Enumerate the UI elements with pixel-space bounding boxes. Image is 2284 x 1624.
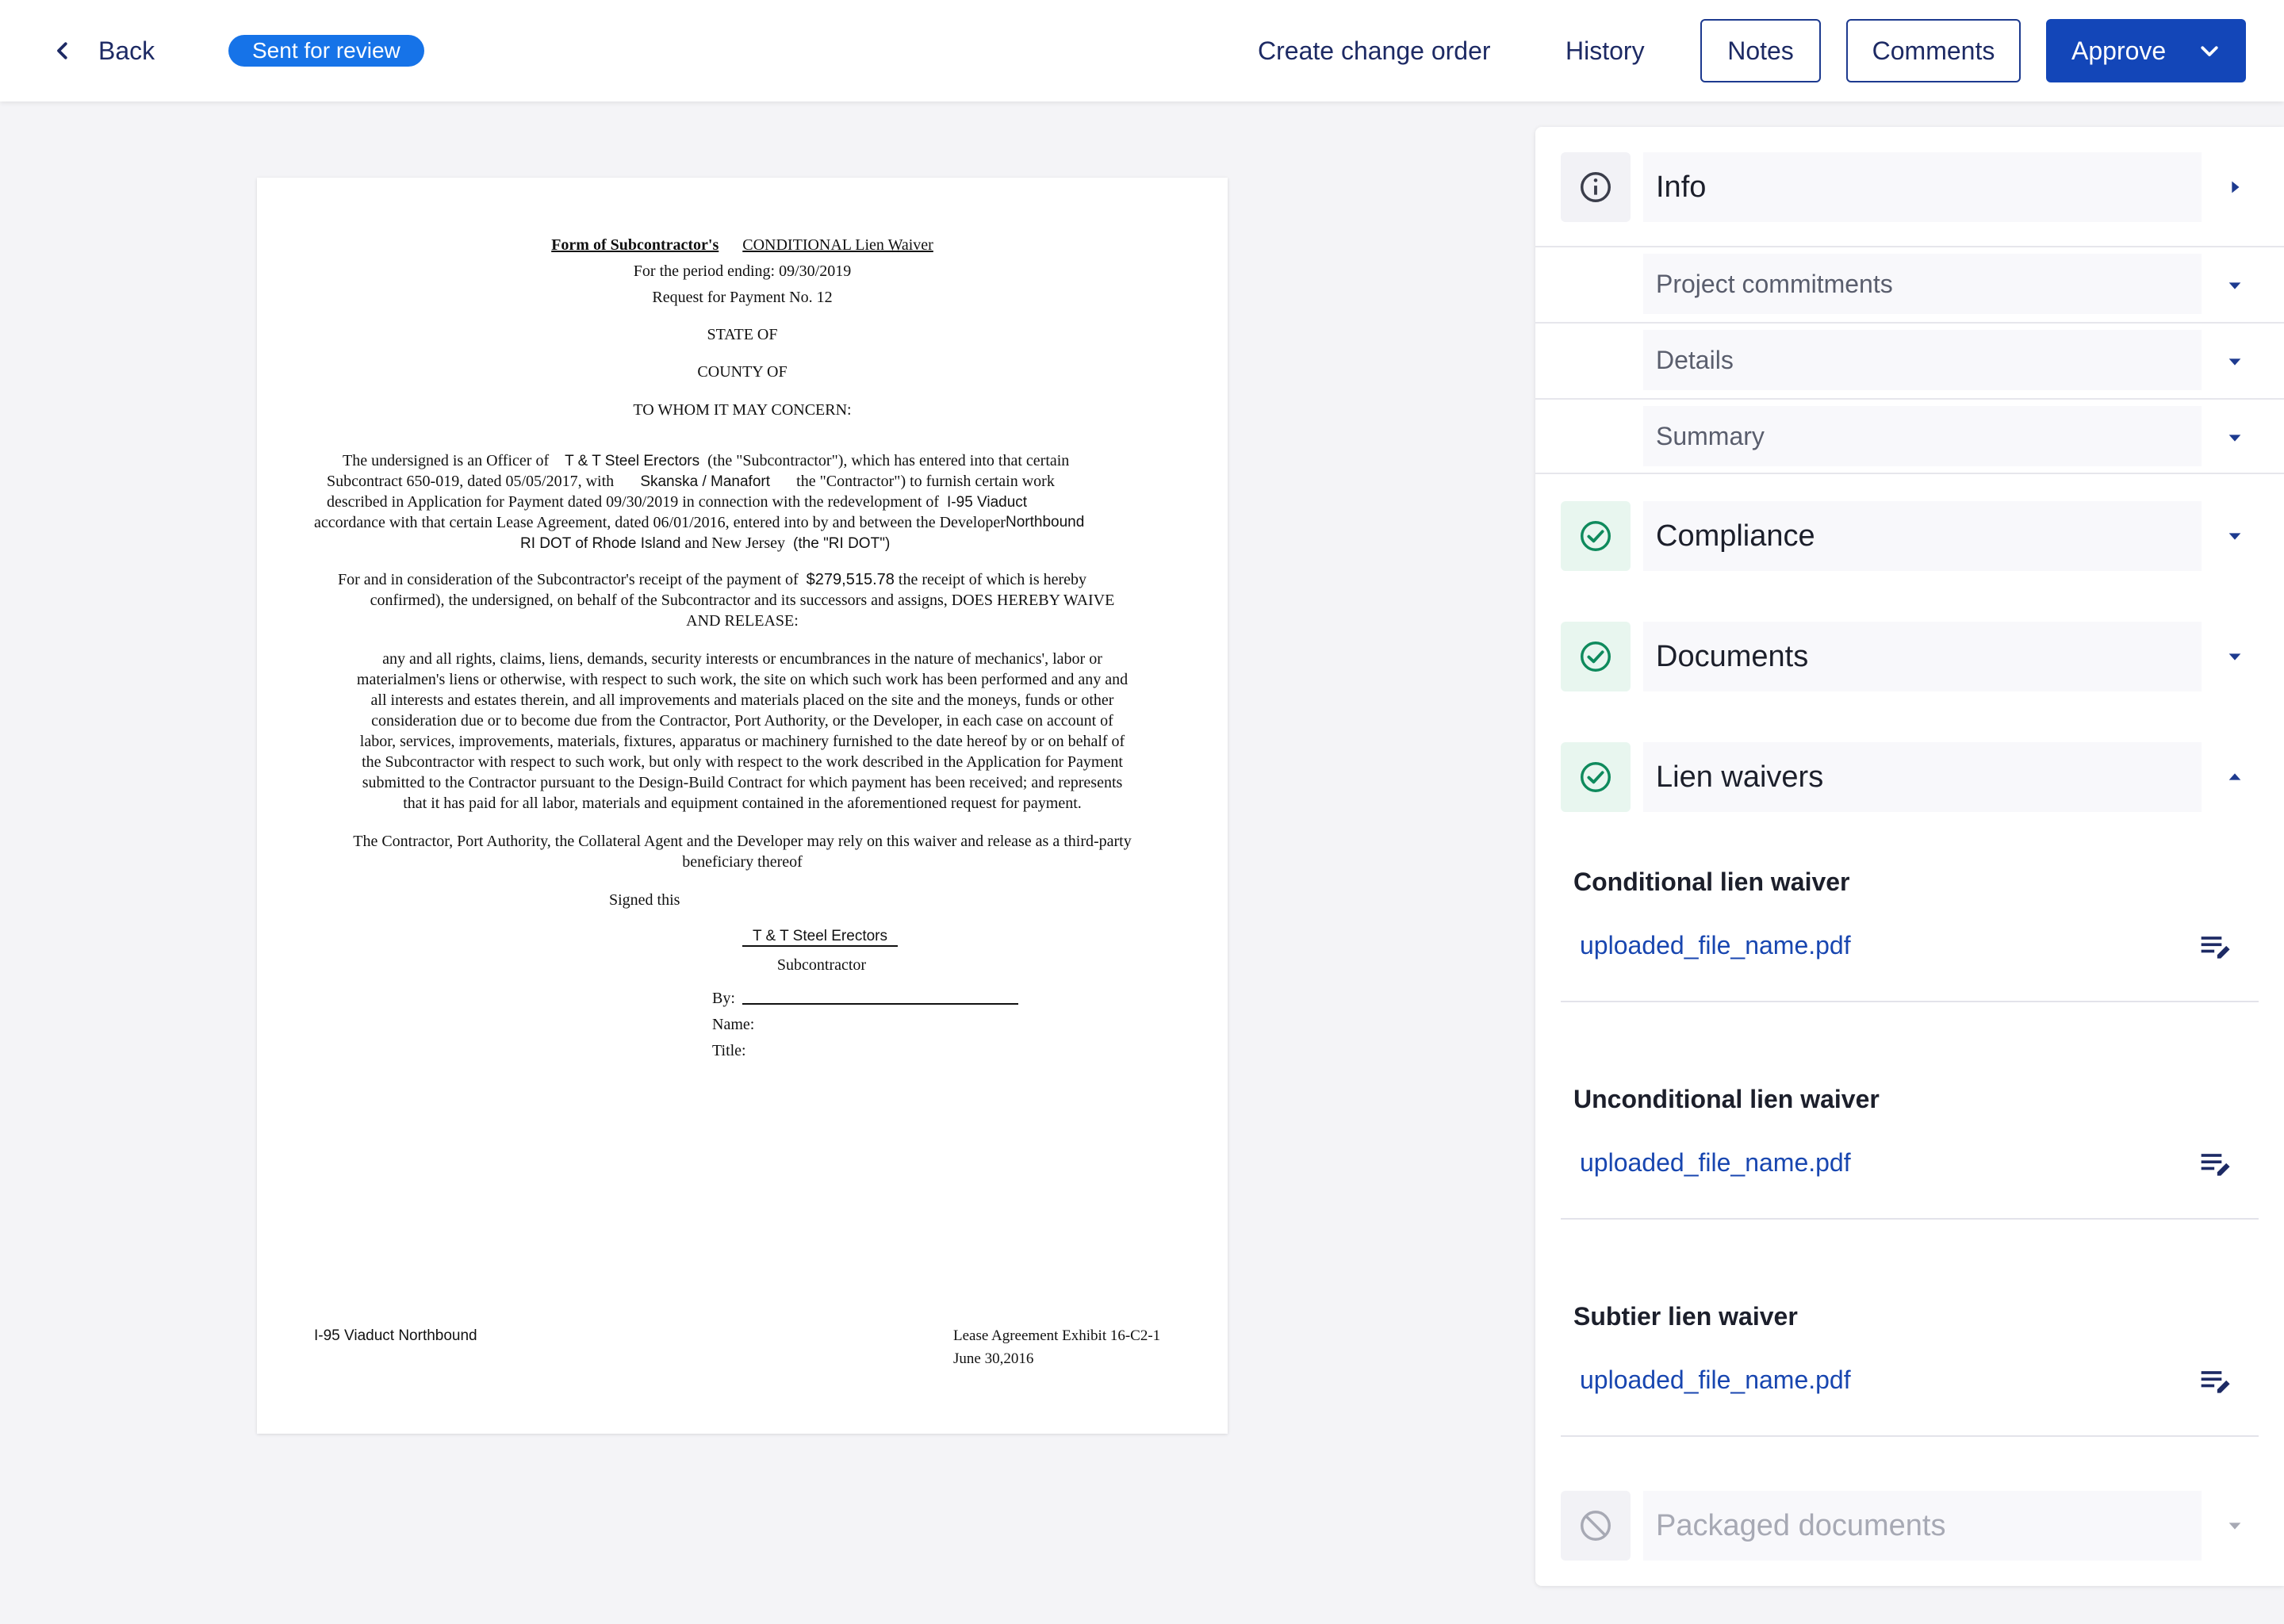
- signature-subcontractor-name: T & T Steel Erectors: [752, 928, 888, 944]
- divider: [1561, 1218, 2259, 1220]
- unconditional-lien-waiver-file-link[interactable]: uploaded_file_name.pdf: [1580, 1148, 1851, 1177]
- signed-this: Signed this: [609, 891, 680, 909]
- whom-line: TO WHOM IT MAY CONCERN:: [633, 401, 852, 419]
- summary-label: Summary: [1643, 406, 2202, 466]
- info-title: Info: [1656, 170, 1707, 204]
- p1-line2: [327, 471, 1055, 492]
- history-button[interactable]: History: [1565, 36, 1645, 65]
- title-part1: Form of Subcontractor's: [551, 236, 719, 254]
- top-bar: [0, 0, 2284, 102]
- info-icon: [1561, 152, 1631, 222]
- county-line: COUNTY OF: [697, 363, 788, 381]
- p3-line: labor, services, improvements, materials, fixtures, apparatus or machinery furnished to the date hereof by or on behalf of: [359, 733, 1125, 750]
- divider: [1561, 1435, 2259, 1437]
- notes-button[interactable]: Notes: [1700, 19, 1821, 82]
- subtier-lien-waiver-file-link[interactable]: uploaded_file_name.pdf: [1580, 1365, 1851, 1394]
- p4-line: The Contractor, Port Authority, the Collateral Agent and the Developer may rely on this waiver and release as a third-party: [353, 833, 1132, 850]
- compliance-section-header[interactable]: [1643, 501, 2202, 571]
- p1-text: accordance with that certain Lease Agreement, dated 06/01/2016, entered into by and between the Developer: [314, 514, 1006, 531]
- lien-waivers-title: Lien waivers: [1656, 760, 1824, 794]
- caret-up-icon[interactable]: [2221, 763, 2249, 791]
- document-title: [257, 235, 1228, 255]
- p3-line: materialmen's liens or otherwise, with respect to such work, the site on which such work has been performed and any and: [356, 671, 1129, 688]
- documents-section-header[interactable]: [1643, 622, 2202, 691]
- p3-line: the Subcontractor with respect to such work, but only with respect to the work described in the Application for Payment: [362, 753, 1123, 771]
- status-badge: Sent for review: [228, 35, 424, 67]
- unconditional-lien-waiver-title: Unconditional lien waiver: [1573, 1085, 1880, 1113]
- approve-button[interactable]: [2046, 19, 2246, 82]
- project-commitments-label: Project commitments: [1643, 254, 2202, 314]
- packaged-documents-section-header: [1643, 1491, 2202, 1561]
- p2-text: For and in consideration of the Subcontractor's receipt of the payment of: [338, 571, 799, 588]
- create-change-order-button[interactable]: Create change order: [1258, 36, 1491, 65]
- p1-northbound: Northbound: [1006, 514, 1085, 530]
- check-circle-icon: [1561, 622, 1631, 691]
- p3-line: any and all rights, claims, liens, demands, security interests or encumbrances in the nature of mechanics', labor or: [382, 650, 1102, 668]
- caret-down-icon[interactable]: [2221, 642, 2249, 671]
- p1-project: I-95 Viaduct: [947, 494, 1028, 511]
- back-label: Back: [98, 36, 155, 65]
- documents-title: Documents: [1656, 639, 1809, 673]
- period-line: For the period ending: 09/30/2019: [633, 262, 852, 280]
- footer-right-line1: Lease Agreement Exhibit 16-C2-1: [953, 1327, 1161, 1344]
- summary-row[interactable]: [1535, 398, 2284, 474]
- check-circle-icon: [1561, 501, 1631, 571]
- title-label: Title:: [712, 1042, 746, 1059]
- conditional-lien-waiver-file-link[interactable]: uploaded_file_name.pdf: [1580, 931, 1851, 959]
- p1-text: the "Contractor") to furnish certain work: [796, 473, 1055, 490]
- caret-down-icon[interactable]: [2221, 271, 2249, 300]
- caret-down-icon: [2221, 1511, 2249, 1540]
- chevron-right-icon[interactable]: [2221, 173, 2249, 201]
- p1-line3: [327, 492, 1027, 513]
- p1-text: The undersigned is an Officer of: [343, 452, 550, 469]
- side-panel: [1535, 127, 2284, 1586]
- p4-line: beneficiary thereof: [682, 853, 803, 871]
- check-circle-icon: [1561, 742, 1631, 812]
- name-label: Name:: [712, 1016, 755, 1033]
- caret-down-icon[interactable]: [2221, 423, 2249, 452]
- details-label: Details: [1643, 330, 2202, 390]
- project-commitments-row[interactable]: [1535, 246, 2284, 322]
- details-row[interactable]: [1535, 322, 2284, 398]
- subcontractor-label: Subcontractor: [776, 956, 867, 974]
- p1-text: Subcontract 650-019, dated 05/05/2017, with: [327, 473, 615, 490]
- lien-waivers-section-header[interactable]: [1643, 742, 2202, 812]
- p1-text: (the "Subcontractor"), which has entered into that certain: [707, 452, 1070, 469]
- caret-down-icon[interactable]: [2221, 347, 2249, 376]
- conditional-lien-waiver-title: Conditional lien waiver: [1573, 868, 1850, 896]
- edit-notes-icon[interactable]: [2198, 1147, 2233, 1182]
- p2-line3: AND RELEASE:: [686, 612, 799, 630]
- comments-button[interactable]: Comments: [1846, 19, 2021, 82]
- p1-line4: [314, 512, 1006, 533]
- p3-line: consideration due or to become due from the Contractor, Port Authority, or the Developer, in each case on account of: [371, 712, 1113, 730]
- payment-amount: $279,515.78: [806, 571, 895, 588]
- p1-contractor: Skanska / Manafort: [640, 473, 771, 490]
- approve-label: Approve: [2071, 36, 2167, 65]
- p2-line2: confirmed), the undersigned, on behalf of the Subcontractor and its successors and assigns, DOES HEREBY WAIVE: [370, 592, 1115, 609]
- p3-line: submitted to the Contractor pursuant to the Design-Build Contract for which payment has been received; and represents: [362, 774, 1123, 791]
- chevron-left-icon: [51, 39, 75, 63]
- request-line: Request for Payment No. 12: [652, 289, 833, 306]
- p3-line: all interests and estates therein, and all improvements and materials placed on the site and the moneys, funds or other: [370, 691, 1114, 709]
- state-line: STATE OF: [707, 326, 778, 343]
- edit-notes-icon[interactable]: [2198, 929, 2233, 964]
- divider: [1561, 1001, 2259, 1002]
- p1-sub-name: T & T Steel Erectors: [565, 453, 700, 469]
- by-label: By:: [712, 990, 735, 1007]
- info-section-header[interactable]: [1643, 152, 2202, 222]
- by-line: [742, 1003, 1018, 1005]
- edit-notes-icon[interactable]: [2198, 1364, 2233, 1399]
- disabled-icon: [1561, 1491, 1631, 1561]
- p3-line: that it has paid for all labor, materials and equipment contained in the aforementioned request for payment.: [403, 795, 1082, 812]
- p2-line1: [338, 569, 1086, 590]
- title-part2: CONDITIONAL Lien Waiver: [742, 236, 933, 254]
- p1-text: described in Application for Payment dated 09/30/2019 in connection with the redevelopment of: [327, 493, 940, 511]
- chevron-down-icon: [2198, 39, 2221, 63]
- document-preview: [257, 178, 1228, 1434]
- caret-down-icon[interactable]: [2221, 522, 2249, 550]
- subtier-lien-waiver-title: Subtier lien waiver: [1573, 1302, 1798, 1331]
- back-button[interactable]: [51, 25, 155, 76]
- footer-right-line2: June 30,2016: [953, 1350, 1034, 1367]
- footer-left: I-95 Viaduct Northbound: [314, 1327, 477, 1344]
- p2-text: the receipt of which is hereby: [898, 571, 1087, 588]
- packaged-documents-title: Packaged documents: [1656, 1508, 1946, 1542]
- p1-line5: [520, 533, 890, 554]
- p1-owner-short: (the "RI DOT"): [793, 535, 891, 552]
- p1-owner: RI DOT of Rhode Island: [520, 535, 681, 552]
- signature-underline: [742, 945, 898, 947]
- p1-text: and New Jersey: [684, 534, 786, 552]
- p1-line1: [343, 450, 1069, 472]
- compliance-title: Compliance: [1656, 519, 1815, 553]
